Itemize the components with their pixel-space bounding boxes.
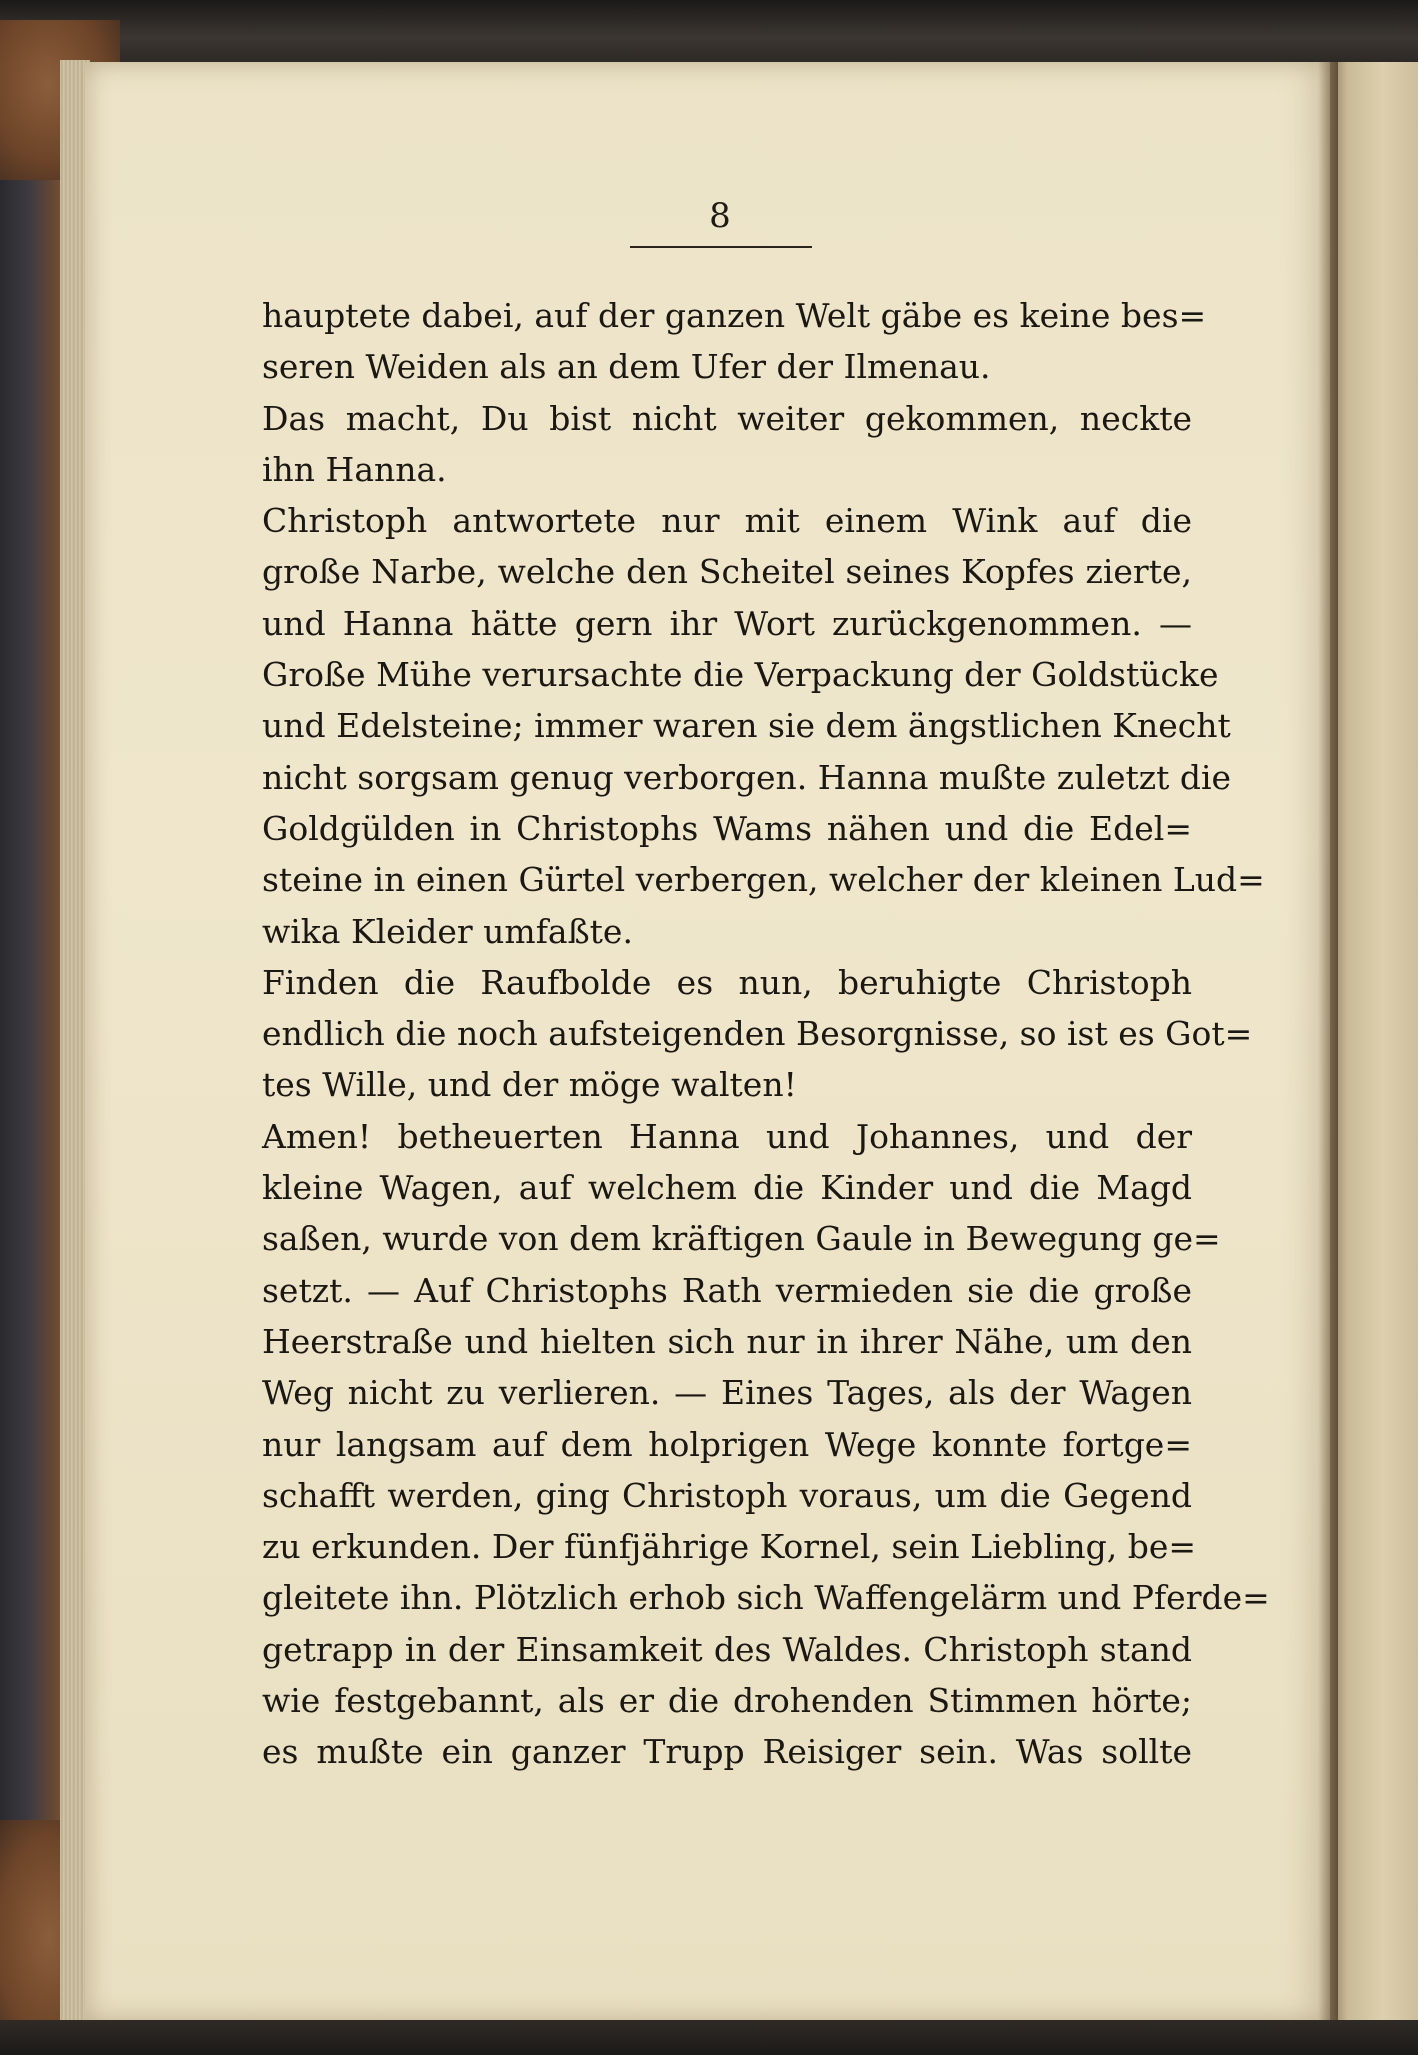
facing-page-edge [1330, 62, 1418, 2022]
text-line: Finden die Raufbolde es nun, beruhigte Christoph [262, 962, 1192, 1002]
text-line: setzt. — Auf Christophs Rath vermieden sie die große [262, 1270, 1192, 1310]
text-line: steine in einen Gürtel verbergen, welcher der kleinen Lud= [262, 860, 1265, 900]
page-gutter-shadow [1318, 62, 1338, 2022]
text-line: tes Wille, und der möge walten! [262, 1065, 797, 1105]
page-number: 8 [709, 196, 731, 236]
text-line: gleitete ihn. Plötzlich erhob sich Waffengelärm und Pferde= [262, 1578, 1270, 1618]
text-line: Weg nicht zu verlieren. — Eines Tages, als der Wagen [262, 1373, 1192, 1413]
text-line: endlich die noch aufsteigenden Besorgnisse, so ist es Got= [262, 1014, 1253, 1054]
text-line: wie festgebannt, als er die drohenden Stimmen hörte; [262, 1681, 1192, 1721]
text-line: nur langsam auf dem holprigen Wege konnte fortge= [262, 1424, 1192, 1464]
text-line: hauptete dabei, auf der ganzen Welt gäbe es keine bes= [262, 296, 1207, 335]
body-text [262, 290, 1270, 1778]
text-line: Christoph antwortete nur mit einem Wink auf die [262, 501, 1192, 541]
text-line: es mußte ein ganzer Trupp Reisiger sein. Was sollte [262, 1732, 1192, 1772]
book-cover-bottom [0, 2020, 1418, 2055]
text-line: Das macht, Du bist nicht weiter gekommen, neckte [262, 398, 1192, 438]
text-line: Amen! betheuerten Hanna und Johannes, und der [262, 1116, 1192, 1156]
text-line: kleine Wagen, auf welchem die Kinder und die Magd [262, 1168, 1192, 1208]
text-line: große Narbe, welche den Scheitel seines Kopfes zierte, [262, 552, 1192, 592]
text-line: ihn Hanna. [262, 449, 447, 489]
text-line: getrapp in der Einsamkeit des Waldes. Christoph stand [262, 1629, 1192, 1669]
book-cover-top [0, 0, 1418, 62]
text-line: und Hanna hätte gern ihr Wort zurückgenommen. — [262, 603, 1192, 643]
text-line: nicht sorgsam genug verborgen. Hanna mußte zuletzt die [262, 757, 1232, 797]
text-line: zu erkunden. Der fünfjährige Kornel, sein Liebling, be= [262, 1527, 1197, 1567]
text-line: Heerstraße und hielten sich nur in ihrer Nähe, um den [262, 1321, 1192, 1361]
text-line: Goldgülden in Christophs Wams nähen und die Edel= [262, 808, 1192, 848]
text-line: und Edelsteine; immer waren sie dem ängstlichen Knecht [262, 706, 1231, 746]
text-line: schafft werden, ging Christoph voraus, um die Gegend [262, 1475, 1192, 1515]
text-line: saßen, wurde von dem kräftigen Gaule in Bewegung ge= [262, 1219, 1221, 1259]
text-line: wika Kleider umfaßte. [262, 911, 633, 951]
header-rule [630, 246, 812, 248]
text-line: Große Mühe verursachte die Verpackung der Goldstücke [262, 655, 1219, 695]
text-line: seren Weiden als an dem Ufer der Ilmenau. [262, 347, 991, 387]
